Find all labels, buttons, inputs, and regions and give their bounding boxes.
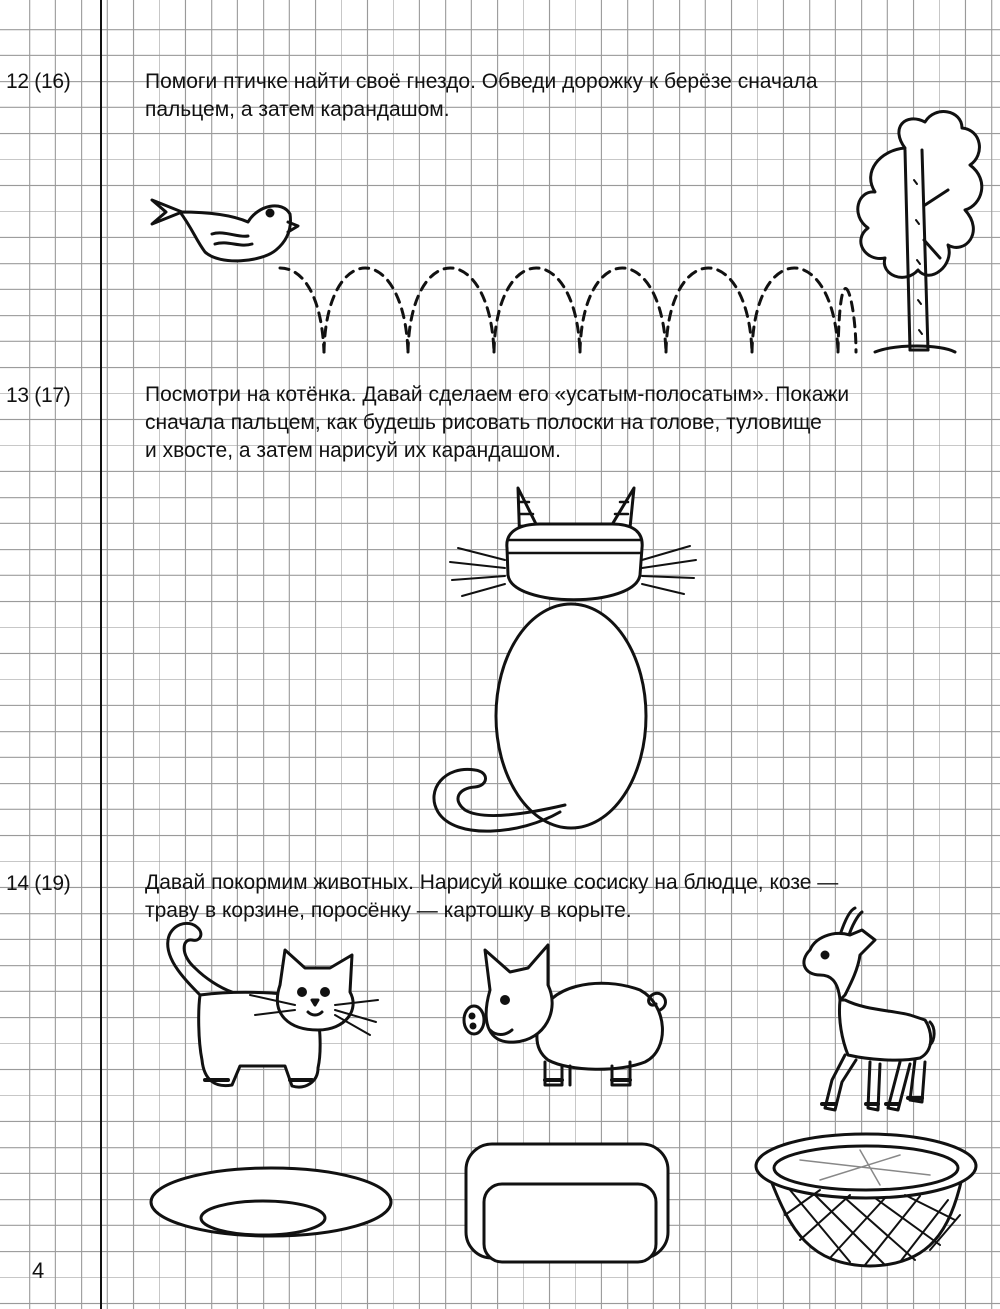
pig-icon bbox=[464, 945, 665, 1085]
task-line: и хвосте, а затем нарисуй их карандашом. bbox=[145, 439, 561, 462]
task-number: 13 (17) bbox=[6, 384, 71, 407]
bird-icon bbox=[152, 200, 298, 261]
task-line: Давай покормим животных. Нарисуй кошке сосиску на блюдце, козе — bbox=[145, 871, 839, 894]
task-number: 14 (19) bbox=[6, 872, 71, 895]
basket-icon bbox=[756, 1134, 976, 1266]
saucer-icon bbox=[151, 1168, 391, 1236]
page-number: 4 bbox=[32, 1258, 45, 1283]
task-line: Помоги птичке найти своё гнездо. Обведи дорожку к берёзе сначала bbox=[145, 70, 818, 93]
task-line: траву в корзине, поросёнку — картошку в корыте. bbox=[145, 899, 632, 922]
task-line: пальцем, а затем карандашом. bbox=[145, 98, 450, 121]
task-line: Посмотри на котёнка. Давай сделаем его «усатым-полосатым». Покажи bbox=[145, 383, 850, 406]
birch-tree-icon bbox=[858, 112, 982, 352]
dashed-arc-path bbox=[280, 268, 856, 352]
task-number: 12 (16) bbox=[6, 70, 71, 93]
cat-icon bbox=[168, 923, 378, 1087]
trough-icon bbox=[466, 1144, 668, 1262]
task-line: сначала пальцем, как будешь рисовать полоски на голове, туловище bbox=[145, 411, 822, 434]
cat-outline bbox=[434, 488, 696, 831]
goat-icon bbox=[804, 908, 934, 1110]
